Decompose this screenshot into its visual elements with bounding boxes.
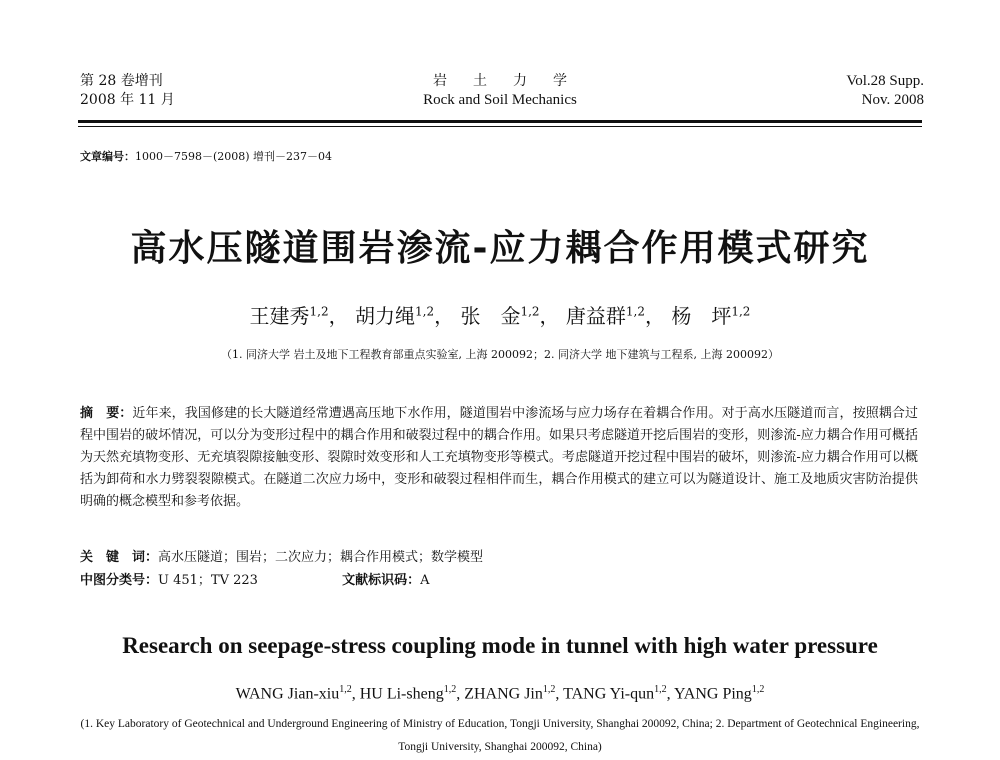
- author-separator: ，: [328, 304, 349, 328]
- affiliation-cn: （1. 同济大学 岩土及地下工程教育部重点实验室, 上海 200092；2. 同济大学 地下建筑与工程系, 上海 200092）: [221, 348, 779, 361]
- author-cn-affil: 1,2: [625, 304, 645, 319]
- header-rule-thick: [78, 120, 922, 123]
- author-en-affil: 1,2: [654, 684, 667, 695]
- date-en: Nov. 2008: [861, 92, 924, 108]
- page-title-cn: 高水压隧道围岩渗流-应力耦合作用模式研究: [130, 228, 870, 269]
- author-en-affil: 1,2: [443, 684, 457, 695]
- author-en-affil: 1,2: [751, 684, 765, 695]
- header-right: [846, 72, 924, 110]
- doc-code-label: 文献标识码：: [342, 573, 421, 588]
- date-cn: 2008 年 11 月: [80, 92, 175, 108]
- doc-code-value: A: [420, 573, 430, 588]
- author-separator: ,: [351, 685, 360, 703]
- author-cn: 唐益群: [565, 304, 626, 328]
- author-separator: ,: [666, 685, 675, 703]
- author-cn-affil: 1,2: [309, 304, 329, 319]
- author-en: WANG Jian-xiu: [235, 685, 340, 703]
- keywords-text: 高水压隧道；围岩；二次应力；耦合作用模式；数学模型: [158, 550, 484, 565]
- page-title-en: Research on seepage-stress coupling mode in tunnel with high water pressure: [122, 633, 878, 658]
- journal-name-en: Rock and Soil Mechanics: [423, 92, 577, 108]
- article-number-value: 1000－7598－(2008) 增刊－237－04: [135, 150, 333, 163]
- author-en-affil: 1,2: [542, 684, 556, 695]
- abstract-cn: [80, 403, 918, 513]
- article-number: [80, 148, 332, 164]
- affiliation-en: (1. Key Laboratory of Geotechnical and Underground Engineering of Ministry of Education, Tongji University, Shanghai 200092, China; 2. Department of Geotechnical Engineering, Tongji University, Shanghai 200092, China): [80, 718, 920, 753]
- author-separator: ，: [645, 304, 665, 328]
- clc-value: U 451；TV 223: [158, 573, 258, 588]
- author-cn: 胡力绳: [355, 304, 415, 328]
- author-separator: ,: [456, 685, 465, 703]
- author-cn-affil: 1,2: [731, 304, 751, 319]
- author-en: HU Li-sheng: [359, 685, 444, 703]
- author-en-affil: 1,2: [339, 684, 352, 695]
- author-en: ZHANG Jin: [464, 685, 543, 703]
- keywords-cn: [80, 546, 483, 565]
- author-separator: ，: [539, 304, 560, 328]
- author-cn-affil: 1,2: [415, 304, 435, 319]
- volume-cn: 第 28 卷增刊: [80, 73, 163, 89]
- author-en: TANG Yi-qun: [563, 685, 655, 703]
- header-rule-thin: [78, 126, 922, 127]
- author-cn: 张 金: [460, 304, 521, 328]
- authors-en: [0, 684, 1000, 703]
- keywords-label: 关 键 词：: [80, 550, 159, 565]
- author-cn-affil: 1,2: [520, 304, 540, 319]
- classification-line: [80, 569, 429, 588]
- journal-name-cn: 岩土力学: [433, 73, 593, 89]
- author-separator: ,: [555, 685, 564, 703]
- author-cn: 杨 坪: [671, 304, 732, 328]
- abstract-label: 摘 要：: [80, 406, 133, 421]
- article-number-label: 文章编号：: [80, 150, 135, 163]
- authors-cn: [0, 300, 1000, 329]
- author-cn: 王建秀: [249, 304, 310, 328]
- author-separator: ，: [434, 304, 455, 328]
- author-en: YANG Ping: [674, 685, 752, 703]
- clc-label: 中图分类号：: [80, 573, 159, 588]
- volume-en: Vol.28 Supp.: [846, 73, 924, 89]
- abstract-text: 近年来，我国修建的长大隧道经常遭遇高压地下水作用，隧道围岩中渗流场与应力场存在着耦合作用。对于高水压隧道而言，按照耦合过程中围岩的破坏情况，可以分为变形过程中的耦合作用和破裂过程中的耦合作用。如果只考虑隧道开挖后围岩的变形，则渗流-应力耦合作用可概括为天然充填物变形、无充填裂隙接触变形、裂隙时效变形和人工充填物变形等模式。考虑隧道开挖过程中围岩的破坏，则渗流-应力耦合作用可以概括为卸荷和水力劈裂裂隙模式。在隧道二次应力场中，变形和破裂过程相伴而生，耦合作用模式的建立可以为隧道设计、施工及地质灾害防治提供明确的概念模型和参考依据。: [80, 406, 918, 509]
